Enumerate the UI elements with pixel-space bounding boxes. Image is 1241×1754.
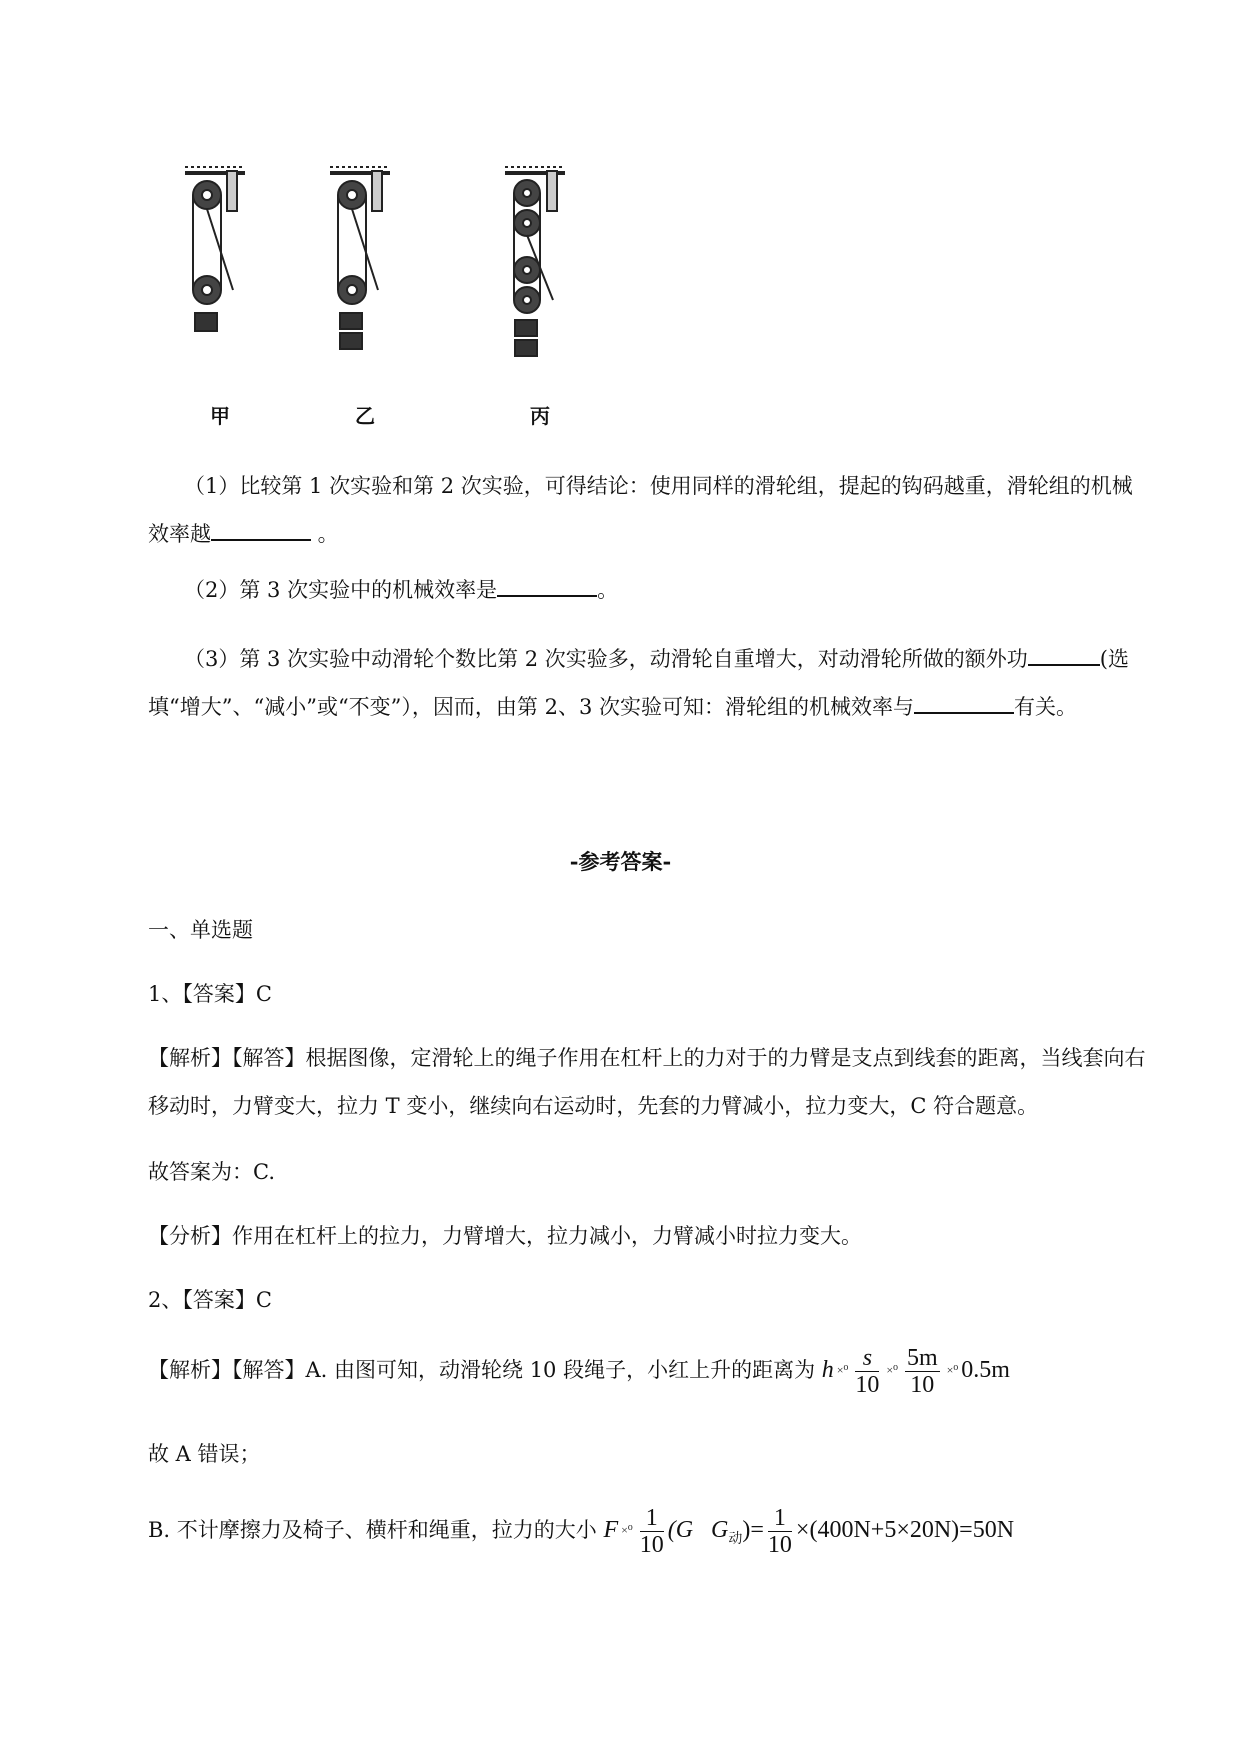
question-2: （2）第 3 次实验中的机械效率是 。 (148, 566, 1148, 614)
answer-2-head: 2、【答案】C (148, 1288, 272, 1312)
answer-2-line-1: 【解析】【解答】A. 由图可知，动滑轮绕 10 段绳子，小红上升的距离为 h $^{\times^0}$ $\frac{s}{10}$ $^{\times^0}$ $\frac{5m}{10}$ $^{\times^0}$ 0.5m (148, 1344, 1010, 1398)
figure-label-yi: 乙 (355, 404, 375, 428)
question-1: （1）比较第 1 次实验和第 2 次实验，可得结论：使用同样的滑轮组，提起的钩码越重，滑轮组的机械效率越 。 (148, 474, 1133, 546)
pulley-system-jia (185, 167, 245, 331)
figure-label-jia: 甲 (210, 404, 230, 428)
formula-distance: h $^{\times^0}$ $\frac{s}{10}$ $^{\times^0}$ $\frac{5m}{10}$ $^{\times^0}$ 0.5m (821, 1344, 1010, 1398)
pulley-system-yi (330, 167, 390, 349)
formula-force: F $^{\times^0}$ $\frac{1}{10}$ (G $G_动)=$ $\frac{1}{10}$ ×(400N+5×20N)=50N (603, 1504, 1015, 1558)
section-heading: 一、单选题 (148, 918, 253, 942)
answer-1-analysis: 【解析】【解答】根据图像，定滑轮上的绳子作用在杠杆上的力对于的力臂是支点到线套的距离，当线套向右移动时，力臂变大，拉力 T 变小，继续向右运动时，先套的力臂减小，拉力变大，C 符合题意。 (148, 1046, 1146, 1118)
answer-section-title: -参考答案- (569, 849, 672, 874)
answer-blank-2[interactable] (497, 574, 597, 597)
question-3: （3）第 3 次实验中动滑轮个数比第 2 次实验多，动滑轮自重增大，对动滑轮所做的额外功 (选填“增大”、“减小”或“不变”），因而，由第 2、3 次实验可知：滑轮组的机械效率与 有关。 (148, 635, 1148, 731)
answer-1-head: 1、【答案】C (148, 982, 272, 1006)
answer-blank-4[interactable] (914, 691, 1014, 714)
answer-2-line-2: 故 A 错误； (148, 1442, 261, 1466)
question-1-text: （1）比较第 1 次实验和第 2 次实验，可得结论：使用同样的滑轮组，提起的钩码越重，滑轮组的机械效率越 (148, 474, 1133, 546)
answer-1-conclusion: 故答案为：C. (148, 1160, 275, 1184)
answer-1-fenxi: 【分析】作用在杠杆上的拉力，力臂增大，拉力减小，力臂减小时拉力变大。 (148, 1224, 862, 1248)
pulley-figure (185, 165, 645, 430)
figure-label-bing: 丙 (530, 404, 550, 428)
question-2-text: （2）第 3 次实验中的机械效率是 (184, 578, 498, 602)
pulley-system-bing (505, 167, 565, 356)
question-3-text: （3）第 3 次实验中动滑轮个数比第 2 次实验多，动滑轮自重增大，对动滑轮所做的额外功 (184, 647, 1028, 671)
answer-blank-3[interactable] (1028, 643, 1100, 666)
answer-2-line-3: B. 不计摩擦力及椅子、横杆和绳重，拉力的大小 F $^{\times^0}$ $\frac{1}{10}$ (G $G_动)=$ $\frac{1}{10}$ ×(400N+5×20N)=50N (148, 1504, 1015, 1558)
answer-blank-1[interactable] (211, 518, 311, 541)
